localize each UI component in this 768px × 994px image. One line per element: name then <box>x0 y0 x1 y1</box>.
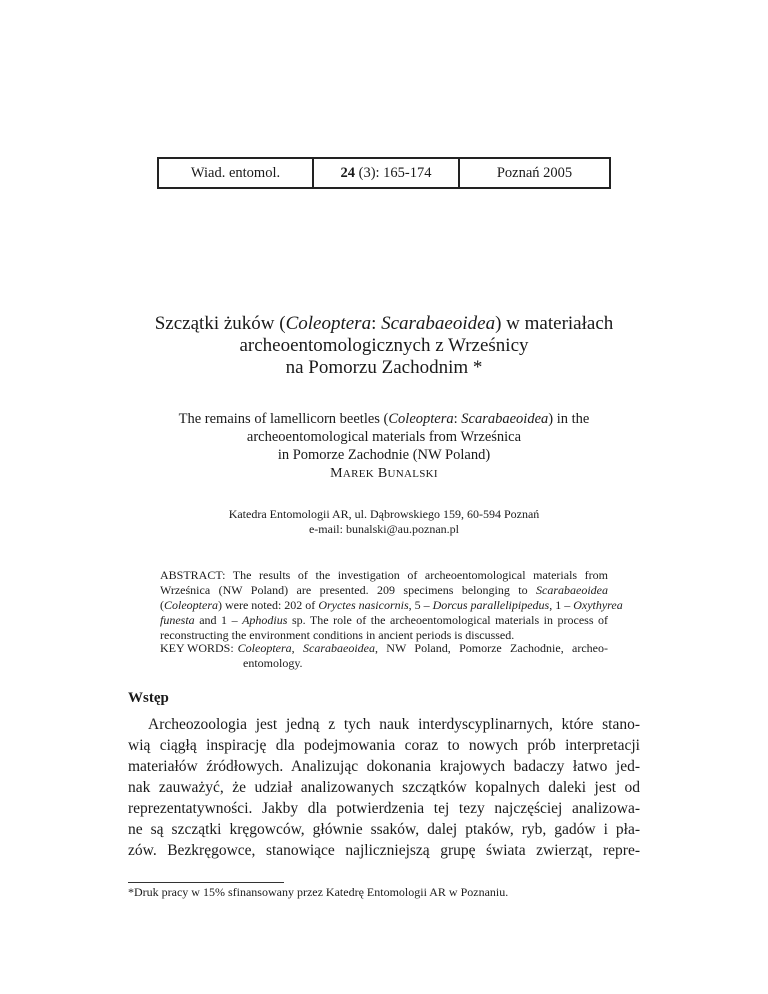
section-heading: Wstęp <box>128 690 169 706</box>
body-line: Archeozoologia jest jedną z tych nauk interdyscyplinarnych, które stano- <box>148 716 640 733</box>
body-line: materiałów źródłowych. Analizując dokonania krajowych badaczy łatwo jed- <box>128 758 640 775</box>
english-title-line-1: The remains of lamellicorn beetles (Coleoptera: Scarabaeoidea) in the <box>178 411 590 427</box>
keywords-row <box>160 641 608 656</box>
keywords-label: KEY WORDS: <box>160 641 234 655</box>
english-title-line-2: archeoentomological materials from Wrześnica <box>246 429 522 445</box>
journal-header-box <box>157 157 611 189</box>
author-email[interactable]: e-mail: bunalski@au.poznan.pl <box>308 522 459 536</box>
abstract-line-4: funesta and 1 – Aphodius sp. The role of the archeoentomological materials in process of <box>160 613 609 627</box>
volume-issue-pages <box>314 159 460 187</box>
keywords-list: Coleoptera, Scarabaeoidea, NW Poland, Pomorze Zachodnie, archeo- <box>237 641 608 655</box>
title-line-2: archeoentomologicznych z Wrześnicy <box>239 335 529 356</box>
abstract-line-2: Wrześnica (NW Poland) are presented. 209 specimens belonging to Scarabaeoidea <box>160 583 608 597</box>
issue-pages: (3): 165-174 <box>358 164 432 181</box>
english-title <box>100 410 668 464</box>
keywords <box>160 641 608 671</box>
volume-number: 24 <box>340 164 355 181</box>
body-text <box>128 714 640 861</box>
abstract-line-3: (Coleoptera) were noted: 202 of Oryctes nasicornis, 5 – Dorcus parallelipipedus, 1 – Oxythyrea <box>160 598 623 612</box>
body-line: nak zauważyć, że udział analizowanych szczątków kopalnych daleki jest od <box>128 779 640 796</box>
journal-name: Wiad. entomol. <box>159 159 314 187</box>
body-line: reprezentatywności. Jakby dla potwierdzenia tej tezy najczęściej analizowa- <box>128 800 640 817</box>
affiliation-address: Katedra Entomologii AR, ul. Dąbrowskiego 159, 60-594 Poznań <box>228 507 540 521</box>
article-title <box>100 313 668 379</box>
abstract-line-1: ABSTRACT: The results of the investigation of archeoentomological materials from <box>160 568 608 582</box>
author-name: MAREK BUNALSKI <box>330 466 438 481</box>
title-line-1: Szczątki żuków (Coleoptera: Scarabaeoidea) w materiałach <box>154 313 614 334</box>
body-line: zów. Bezkręgowce, stanowiące najliczniejszą grupę świata zwierząt, repre- <box>128 842 640 859</box>
keywords-continuation: entomology. <box>243 656 303 670</box>
place-year: Poznań 2005 <box>496 164 573 181</box>
body-line: ne są szczątki kręgowców, głównie ssaków, dalej ptaków, ryb, gadów i pła- <box>128 821 640 838</box>
affiliation <box>0 507 768 537</box>
footnote: *Druk pracy w 15% sfinansowany przez Katedrę Entomologii AR w Poznaniu. <box>128 885 509 899</box>
title-line-3: na Pomorzu Zachodnim * <box>285 357 483 378</box>
abstract-line-5: reconstructing the environment conditions in ancient periods is discussed. <box>160 628 515 642</box>
abstract <box>160 568 623 643</box>
footnote-divider <box>128 882 284 883</box>
body-line: wią ciągłą inspirację dla podejmowania coraz to nowych prób interpretacji <box>128 737 640 754</box>
english-title-line-3: in Pomorze Zachodnie (NW Poland) <box>277 447 491 463</box>
